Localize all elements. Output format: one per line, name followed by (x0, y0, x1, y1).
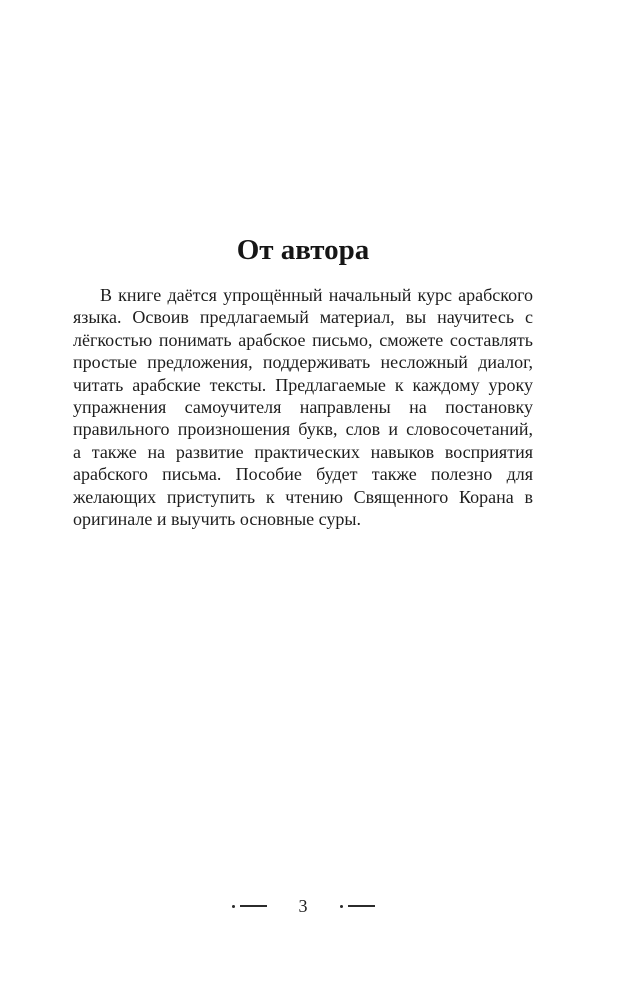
dash-rule-icon (348, 905, 375, 908)
preface-paragraph (73, 284, 533, 530)
dash-rule-icon (240, 905, 267, 908)
book-page (73, 0, 533, 1000)
paragraph-line: правильного произношения букв, слов и словосочетаний, (73, 419, 533, 440)
page-title: От автора (236, 234, 370, 266)
paragraph-line: языка. Освоив предлагаемый материал, вы научитесь с (73, 307, 533, 328)
paragraph-line: лёгкостью понимать арабское письмо, сможете составлять (73, 329, 533, 350)
paragraph-line: оригинале и выучить основные суры. (73, 509, 362, 530)
page-footer (73, 894, 533, 918)
paragraph-line: читать арабские тексты. Предлагаемые к каждому уроку (73, 374, 533, 395)
dot-dash-ornament-right (340, 905, 375, 908)
page-number: 3 (298, 896, 308, 916)
paragraph-line: В книге даётся упрощённый начальный курс арабского (100, 285, 533, 305)
dot-icon (232, 905, 235, 908)
paragraph-line: а также на развитие практических навыков восприятия (73, 441, 533, 462)
dot-icon (340, 905, 343, 908)
paragraph-line: простые предложения, поддерживать несложный диалог, (73, 352, 533, 373)
dot-dash-ornament-left (232, 905, 267, 908)
paragraph-line: желающих приступить к чтению Священного Корана в (73, 486, 533, 507)
paragraph-line: арабского письма. Пособие будет также полезно для (73, 464, 533, 485)
paragraph-line: упражнения самоучителя направлены на постановку (73, 397, 533, 418)
